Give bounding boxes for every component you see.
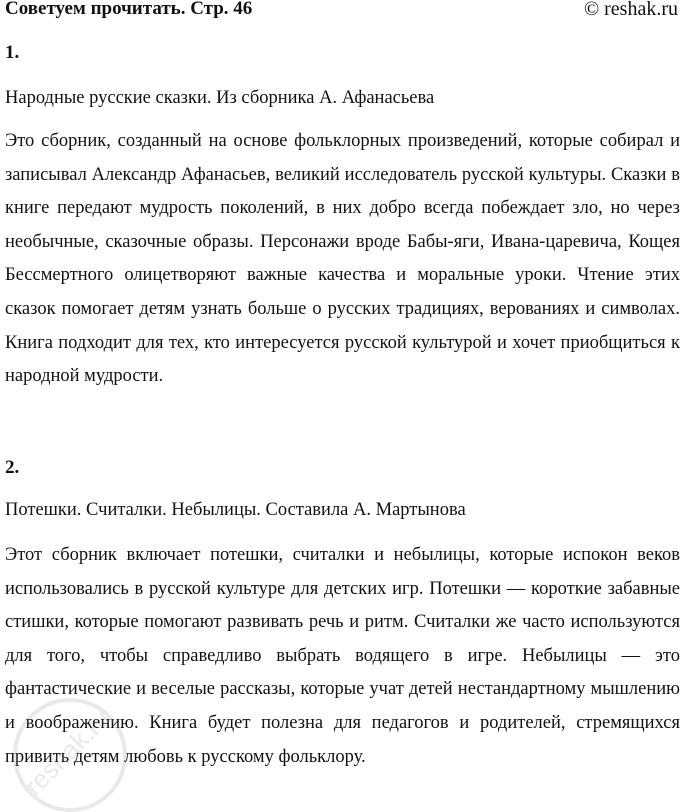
source-label: © reshak.ru — [583, 0, 678, 20]
section-2-paragraph: Этот сборник включает потешки, считалки и небылицы, которые испокон веков использовались в русской культуре для детских игр. Потешки — короткие забавные стишки, которые помогают развивать речь и ритм. Считалки же часто используются для того, чтобы справедливо выбрать водящего в игре. Небылицы — это фантастические и веселые рассказы, которые учат детей нестандартному мышлению и воображению. Книга будет полезна для педагогов и родителей, стремящихся привить детям любовь к русскому фольклору. — [5, 545, 680, 767]
section-2-number: 2. — [5, 457, 20, 478]
section-2-book-title: Потешки. Считалки. Небылицы. Составила А. Мартынова — [5, 500, 466, 520]
section-1-number: 1. — [5, 42, 20, 63]
page-header — [5, 0, 678, 26]
section-1-book-title: Народные русские сказки. Из сборника А. Афанасьева — [5, 88, 435, 108]
watermark-text: reshak.ru — [18, 703, 117, 802]
section-1-paragraph: Это сборник, созданный на основе фольклорных произведений, которые собирал и записывал Александр Афанасьев, великий исследователь русской культуры. Сказки в книге передают мудрость поколений, в них добро всегда побеждает зло, но через необычные, сказочные образы. Персонажи вроде Бабы-яги, Ивана-царевича, Кощея Бессмертного олицетворяют важные качества и моральные уроки. Чтение этих сказок помогает детям узнать больше о русских традициях, верованиях и символах. Книга подходит для тех, кто интересуется русской культурой и хочет приобщиться к народной мудрости. — [5, 131, 680, 387]
page-title: Советуем прочитать. Стр. 46 — [5, 0, 253, 19]
